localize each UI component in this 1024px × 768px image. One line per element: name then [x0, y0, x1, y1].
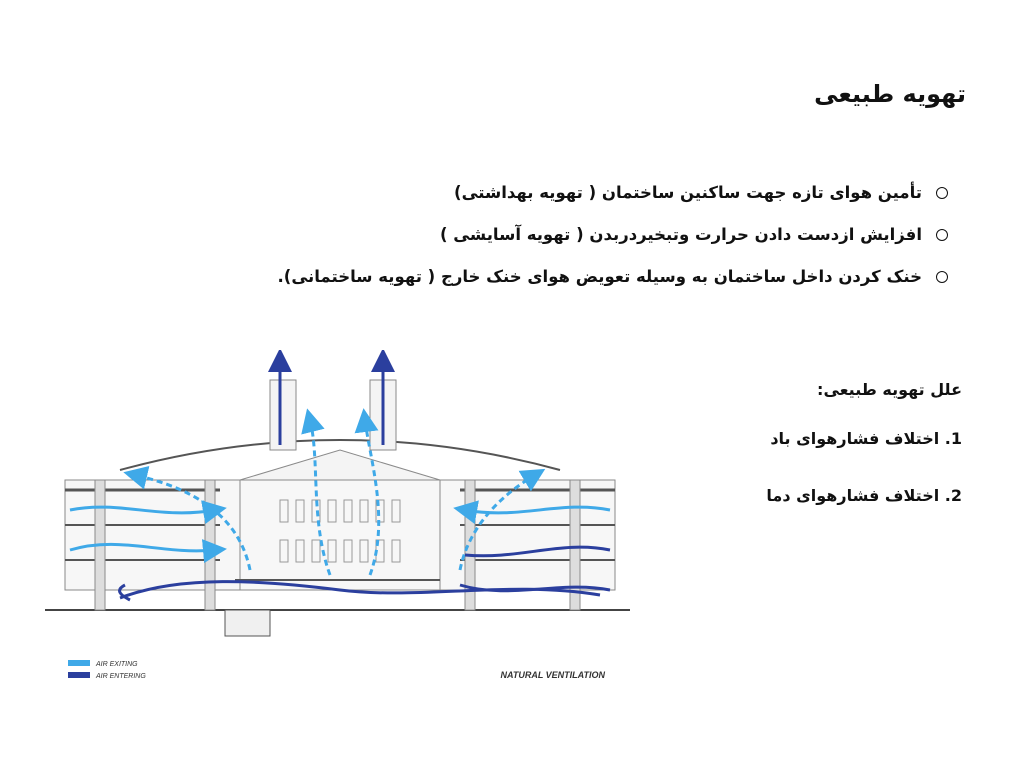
- causes-section: [662, 380, 962, 543]
- bullet-item: [188, 172, 948, 214]
- legend-label-entering: AIR ENTERING: [96, 673, 146, 680]
- natural-ventilation-diagram: [40, 350, 640, 690]
- diagram-legend: [68, 660, 146, 680]
- circle-bullet-icon: [936, 271, 948, 283]
- legend-swatch-entering: [68, 672, 90, 678]
- bullet-item: [188, 256, 948, 298]
- cause-item: 2. اختلاف فشارهوای دما: [766, 486, 962, 505]
- bullet-list: [188, 172, 948, 298]
- bullet-item: [188, 214, 948, 256]
- legend-swatch-exiting: [68, 660, 90, 666]
- circle-bullet-icon: [936, 229, 948, 241]
- diagram-caption: NATURAL VENTILATION: [500, 670, 605, 680]
- slide-title: تهویه طبیعی: [814, 80, 966, 108]
- cause-item: 1. اختلاف فشارهوای باد: [770, 429, 962, 448]
- bullet-text: افزایش ازدست دادن حرارت وتبخیردربدن ( تهویه آسایشی ): [439, 225, 922, 244]
- bullet-text: خنک کردن داخل ساختمان به وسیله تعویض هوای خنک خارج ( تهویه ساختمانی).: [277, 267, 922, 286]
- bullet-text: تأمین هوای تازه جهت ساکنین ساختمان ( تهویه بهداشتی): [454, 183, 922, 202]
- circle-bullet-icon: [936, 187, 948, 199]
- legend-label-exiting: AIR EXITING: [96, 661, 138, 668]
- causes-heading: علل تهویه طبیعی:: [817, 380, 962, 399]
